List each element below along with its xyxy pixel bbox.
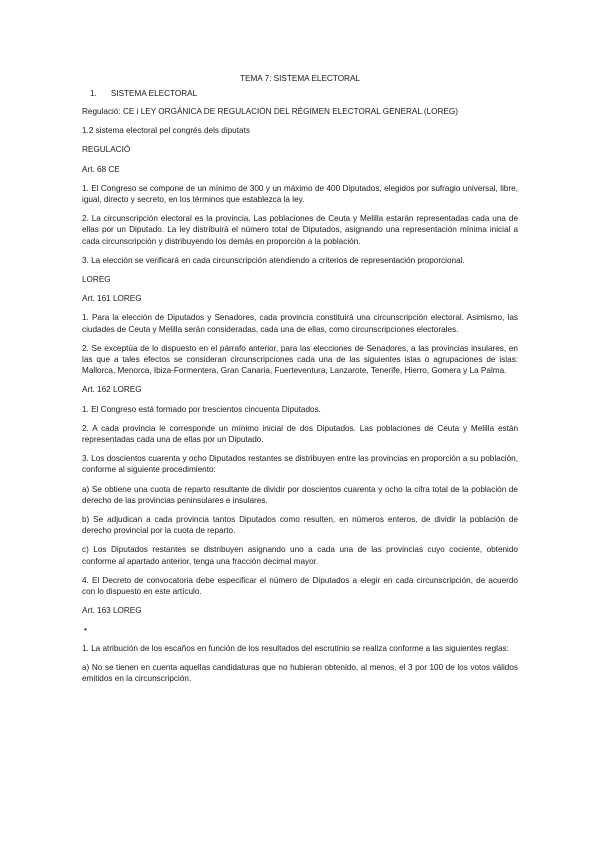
- art163-paragraph-1: 1. La atribución de los escaños en función de los resultados del escrutinio se realiza conforme a las siguientes reglas:: [82, 643, 509, 653]
- art162-heading: Art. 162 LOREG: [82, 385, 142, 395]
- art162-paragraph-1: 1. El Congreso está formado por trescientos cincuenta Diputados.: [82, 404, 321, 414]
- art161-paragraph-1: 1. Para la elección de Diputados y Senadores, cada provincia constituirá una circunscripción electoral. Asimismo, las ciudades de Ceuta y Melilla serán consideradas, cada una de ellas, como circunscripciones electorales.: [82, 313, 518, 334]
- section-number: 1.: [90, 89, 97, 98]
- art161-heading: Art. 161 LOREG: [82, 294, 142, 304]
- art68-paragraph-1: 1. El Congreso se compone de un mínimo de 300 y un máximo de 400 Diputados, elegidos por sufragio universal, libre, igual, directo y secreto, en los términos que establezca la ley.: [82, 183, 518, 205]
- section-heading: [82, 89, 518, 98]
- loreg-label: LOREG: [82, 275, 111, 285]
- subsection-heading: 1.2 sistema electoral pel congrés dels diputats: [82, 126, 250, 136]
- document-title: TEMA 7: SISTEMA ELECTORAL: [240, 74, 360, 83]
- art163-heading: Art. 163 LOREG: [82, 606, 142, 616]
- art162-paragraph-4: 4. El Decreto de convocatoria debe especificar el número de Diputados a elegir en cada circunscripción, de acuerdo con lo dispuesto en este artículo.: [82, 575, 518, 597]
- art162-paragraph-3: 3. Los doscientos cuarenta y ocho Diputados restantes se distribuyen entre las provincias en proporción a su población, conforme al siguiente procedimiento:: [82, 454, 518, 475]
- section-title: SISTEMA ELECTORAL: [110, 89, 198, 98]
- art68-paragraph-3: 3. La elección se verificará en cada circunscripción atendiendo a criterios de representación proporcional.: [82, 255, 465, 265]
- art161-paragraph-2: 2. Se exceptúa de lo dispuesto en el párrafo anterior, para las elecciones de Senadores, a las provincias insulares, en las que a tales efectos se consideran circunscripciones cada una de las siguientes islas o agrupaciones de islas: Mallorca, Menorca, Ibiza-Formentera, Gran Canaria, Fuerteventura, Lanzarote, Tenerife, Hierro, Gomera y La Palma.: [82, 343, 518, 376]
- art68-paragraph-2: 2. La circunscripción electoral es la provincia. Las poblaciones de Ceuta y Melilla estarán representadas cada una de ellas por un Diputado. La ley distribuirá el número total de Diputados, asignando una representación mínima inicial a cada circunscripción y distribuyendo los demás en proporción a la población.: [82, 214, 518, 246]
- art68-heading: Art. 68 CE: [82, 164, 120, 174]
- art162-paragraph-a: a) Se obtiene una cuota de reparto resultante de dividir por doscientos cuarenta y ocho la cifra total de la población de derecho de las provincias peninsulares e insulares.: [82, 484, 518, 505]
- art162-paragraph-2: 2. A cada provincia le corresponde un mínimo inicial de dos Diputados. Las poblaciones de Ceuta y Melilla están representadas cada una de ellas por un Diputado.: [82, 423, 518, 445]
- regulation-line: Regulació: CE i LEY ORGÁNICA DE REGULACIÓN DEL RÉGIMEN ELECTORAL GENERAL (LOREG): [82, 107, 458, 116]
- art163-paragraph-a: a) No se tienen en cuenta aquellas candidaturas que no hubieran obtenido, al menos, el 3 por 100 de los votos válidos emitidos en la circunscripción.: [82, 662, 518, 683]
- bullet-point: •: [84, 624, 87, 634]
- regulacio-label: REGULACIÓ: [82, 145, 131, 155]
- art162-paragraph-b: b) Se adjudican a cada provincia tantos Diputados como resulten, en números enteros, de dividir la población de derecho provincial por la cuota de reparto.: [82, 515, 518, 536]
- art162-paragraph-c: c) Los Diputados restantes se distribuyen asignando uno a cada una de las provincias cuyo cociente, obtenido conforme al apartado anterior, tenga una fracción decimal mayor.: [82, 545, 518, 566]
